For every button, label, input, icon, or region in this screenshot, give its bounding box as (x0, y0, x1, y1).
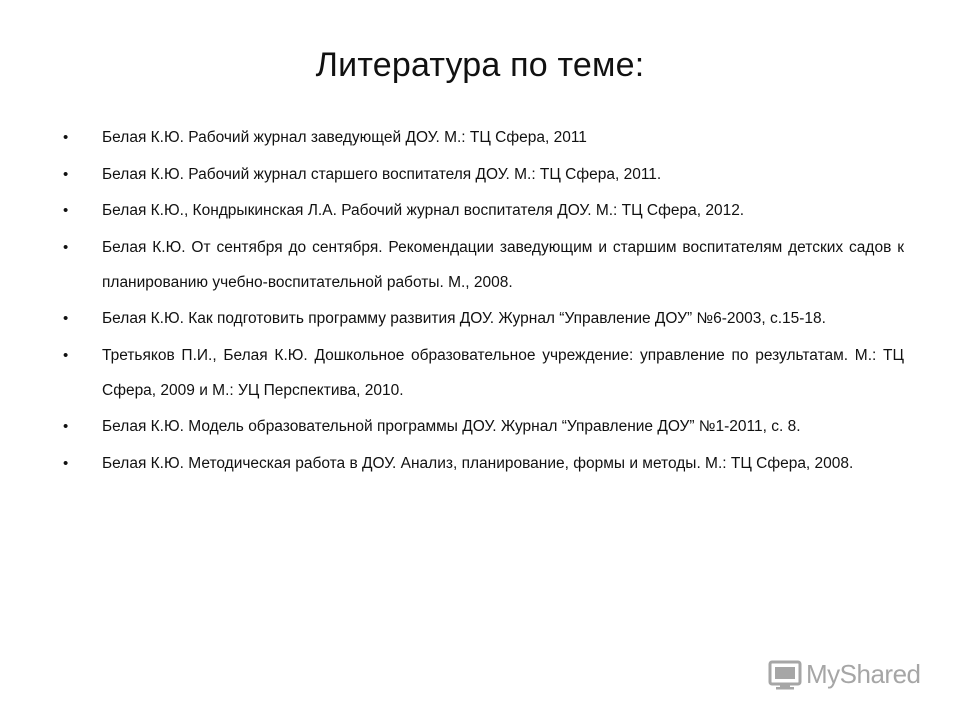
bullet-icon: • (63, 165, 69, 183)
reference-text: Белая К.Ю. Рабочий журнал заведующей ДОУ. М.: ТЦ Сфера, 2011 (102, 129, 587, 146)
bullet-icon: • (63, 346, 69, 364)
bullet-icon: • (63, 202, 69, 219)
bullet-icon: • (63, 418, 69, 435)
slide-title: Литература по теме: (315, 46, 645, 84)
reference-text: Белая К.Ю. Модель образовательной программы ДОУ. Журнал “Управление ДОУ” №1-2011, с. 8. (102, 418, 801, 435)
myshared-logo-icon (768, 657, 802, 691)
reference-item (62, 157, 904, 192)
reference-text: Белая К.Ю. Рабочий журнал старшего воспитателя ДОУ. М.: ТЦ Сфера, 2011. (102, 165, 662, 183)
reference-item (62, 409, 904, 444)
reference-item (62, 120, 904, 155)
bullet-icon: • (63, 238, 69, 256)
bullet-icon: • (63, 310, 69, 327)
reference-item (62, 193, 904, 228)
reference-text: Белая К.Ю. От сентября до сентября. Рекомендации заведующим и старшим воспитателям детских садов к планированию учебно-воспитательной работы. М., 2008. (102, 238, 904, 291)
reference-item (62, 230, 904, 300)
reference-item (62, 446, 904, 481)
reference-item (62, 338, 904, 408)
reference-text: Третьяков П.И., Белая К.Ю. Дошкольное образовательное учреждение: управление по результатам. М.: ТЦ Сфера, 2009 и М.: УЦ Перспектива, 2010. (102, 346, 904, 399)
reference-text: Белая К.Ю. Методическая работа в ДОУ. Анализ, планирование, формы и методы. М.: ТЦ Сфера, 2008. (102, 454, 854, 472)
reference-list (62, 120, 904, 482)
bullet-icon: • (63, 129, 69, 146)
myshared-watermark (768, 654, 921, 694)
reference-text: Белая К.Ю., Кондрыкинская Л.А. Рабочий журнал воспитателя ДОУ. М.: ТЦ Сфера, 2012. (102, 202, 745, 219)
bullet-icon: • (63, 454, 69, 472)
reference-item (62, 301, 904, 336)
reference-text: Белая К.Ю. Как подготовить программу развития ДОУ. Журнал “Управление ДОУ” №6-2003, с.15-18. (102, 310, 826, 327)
myshared-logo-text: MyShared (806, 658, 921, 689)
